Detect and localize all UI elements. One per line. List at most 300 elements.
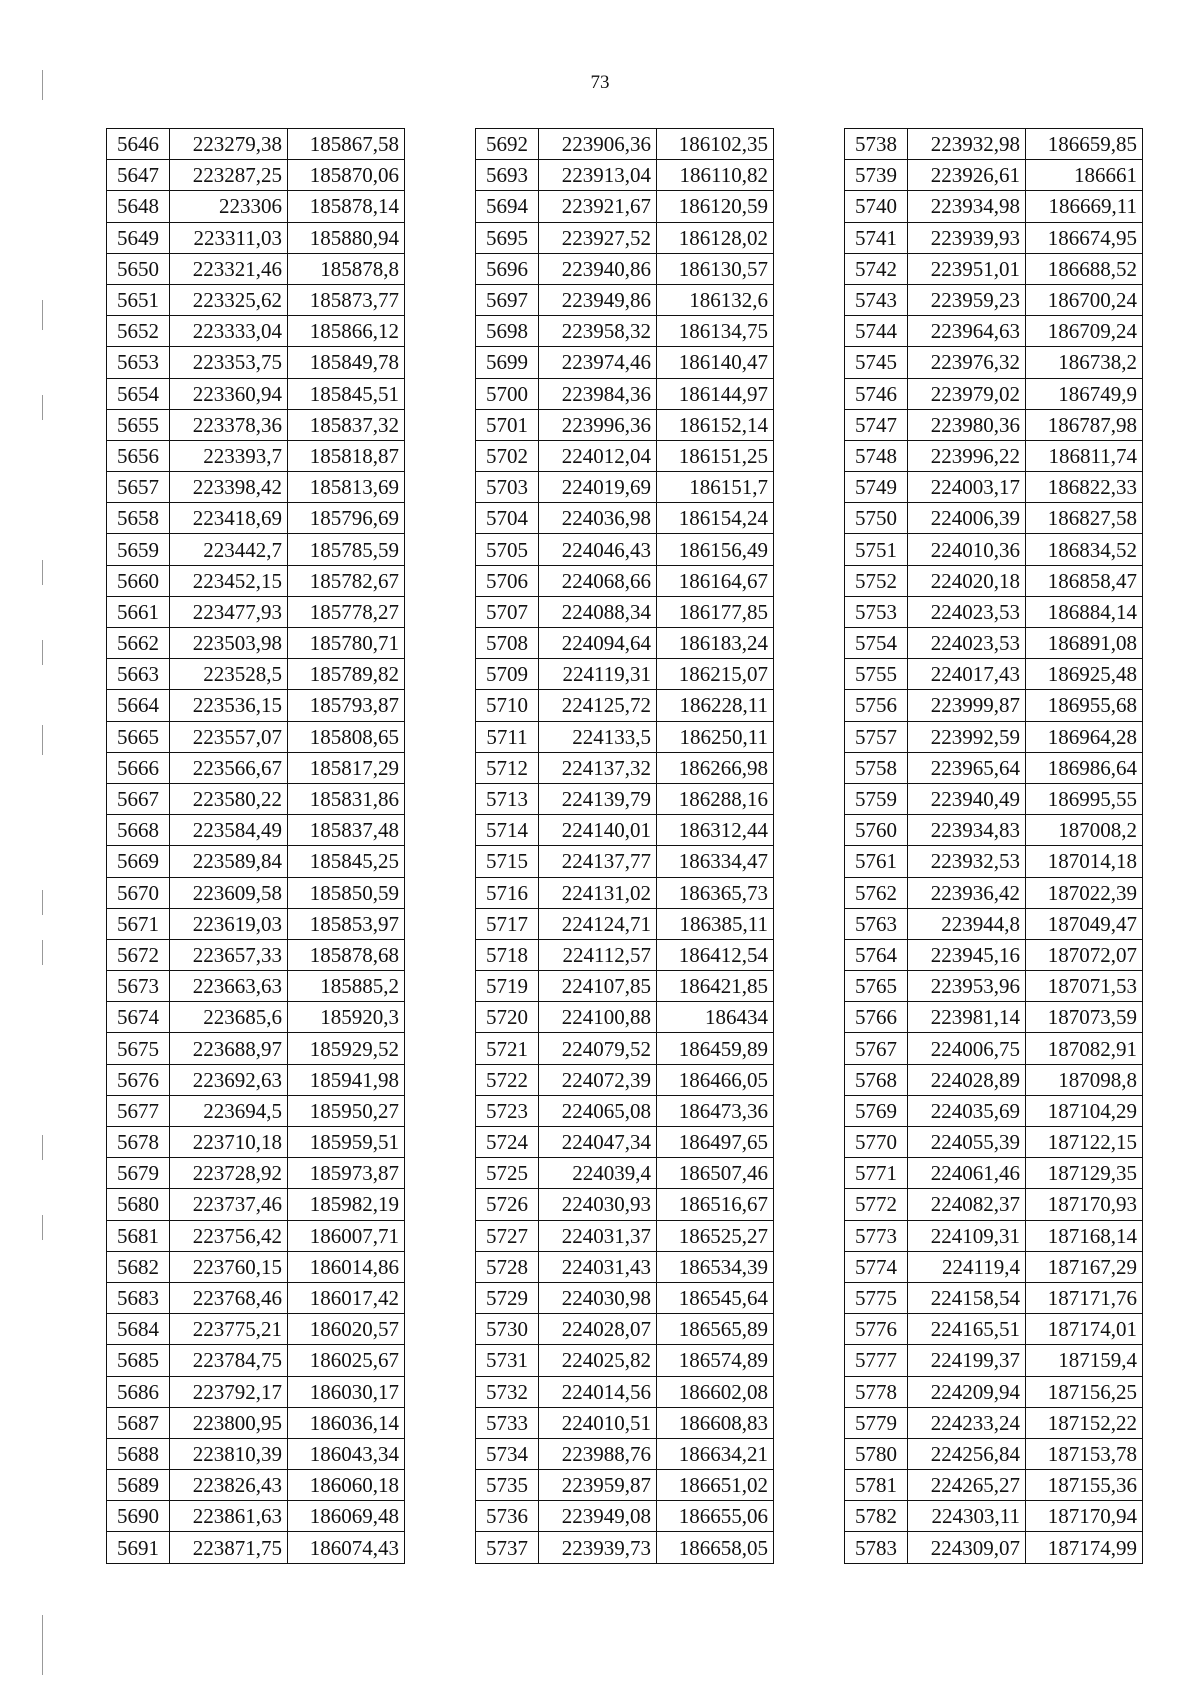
point-number-cell: 5711 <box>476 721 539 752</box>
table-row <box>107 1470 405 1501</box>
y-coordinate-cell: 185973,87 <box>288 1158 405 1189</box>
table-row <box>107 1033 405 1064</box>
y-coordinate-cell: 185818,87 <box>288 440 405 471</box>
table-row <box>476 316 774 347</box>
y-coordinate-cell: 186036,14 <box>288 1407 405 1438</box>
y-coordinate-cell: 185796,69 <box>288 503 405 534</box>
point-number-cell: 5730 <box>476 1314 539 1345</box>
x-coordinate-cell: 223768,46 <box>170 1282 288 1313</box>
table-row <box>476 253 774 284</box>
point-number-cell: 5659 <box>107 534 170 565</box>
table-row <box>476 472 774 503</box>
point-number-cell: 5753 <box>845 596 908 627</box>
point-number-cell: 5756 <box>845 690 908 721</box>
table-row <box>845 347 1143 378</box>
point-number-cell: 5664 <box>107 690 170 721</box>
table-row <box>845 1345 1143 1376</box>
table-row <box>845 1095 1143 1126</box>
x-coordinate-cell: 224036,98 <box>539 503 657 534</box>
point-number-cell: 5731 <box>476 1345 539 1376</box>
x-coordinate-cell: 224031,37 <box>539 1220 657 1251</box>
point-number-cell: 5729 <box>476 1282 539 1313</box>
table-row <box>476 347 774 378</box>
margin-mark <box>42 1215 43 1240</box>
y-coordinate-cell: 185870,06 <box>288 160 405 191</box>
y-coordinate-cell: 187156,25 <box>1026 1376 1143 1407</box>
margin-mark <box>42 1135 43 1160</box>
y-coordinate-cell: 186144,97 <box>657 378 774 409</box>
y-coordinate-cell: 187153,78 <box>1026 1438 1143 1469</box>
point-number-cell: 5745 <box>845 347 908 378</box>
x-coordinate-cell: 224023,53 <box>908 628 1026 659</box>
table-row <box>476 877 774 908</box>
x-coordinate-cell: 224006,75 <box>908 1033 1026 1064</box>
point-number-cell: 5676 <box>107 1064 170 1095</box>
table-row <box>107 472 405 503</box>
y-coordinate-cell: 186228,11 <box>657 690 774 721</box>
point-number-cell: 5679 <box>107 1158 170 1189</box>
x-coordinate-cell: 223694,5 <box>170 1095 288 1126</box>
x-coordinate-cell: 224046,43 <box>539 534 657 565</box>
point-number-cell: 5669 <box>107 846 170 877</box>
y-coordinate-cell: 187155,36 <box>1026 1470 1143 1501</box>
margin-mark <box>42 890 43 915</box>
x-coordinate-cell: 223992,59 <box>908 721 1026 752</box>
y-coordinate-cell: 187170,93 <box>1026 1189 1143 1220</box>
point-number-cell: 5742 <box>845 253 908 284</box>
table-row <box>845 752 1143 783</box>
x-coordinate-cell: 223958,32 <box>539 316 657 347</box>
x-coordinate-cell: 223477,93 <box>170 596 288 627</box>
x-coordinate-cell: 223999,87 <box>908 690 1026 721</box>
point-number-cell: 5780 <box>845 1438 908 1469</box>
y-coordinate-cell: 186884,14 <box>1026 596 1143 627</box>
y-coordinate-cell: 185959,51 <box>288 1127 405 1158</box>
point-number-cell: 5722 <box>476 1064 539 1095</box>
table-row <box>845 565 1143 596</box>
y-coordinate-cell: 187071,53 <box>1026 971 1143 1002</box>
table-row <box>107 409 405 440</box>
y-coordinate-cell: 187073,59 <box>1026 1002 1143 1033</box>
point-number-cell: 5765 <box>845 971 908 1002</box>
point-number-cell: 5660 <box>107 565 170 596</box>
x-coordinate-cell: 223965,64 <box>908 752 1026 783</box>
point-number-cell: 5741 <box>845 222 908 253</box>
point-number-cell: 5733 <box>476 1407 539 1438</box>
y-coordinate-cell: 185929,52 <box>288 1033 405 1064</box>
table-row <box>107 596 405 627</box>
x-coordinate-cell: 224140,01 <box>539 815 657 846</box>
y-coordinate-cell: 186827,58 <box>1026 503 1143 534</box>
table-row <box>845 440 1143 471</box>
point-number-cell: 5655 <box>107 409 170 440</box>
table-row <box>476 503 774 534</box>
table-row <box>845 503 1143 534</box>
table-row <box>845 1532 1143 1563</box>
margin-mark <box>42 1615 43 1675</box>
point-number-cell: 5737 <box>476 1532 539 1563</box>
y-coordinate-cell: 186120,59 <box>657 191 774 222</box>
x-coordinate-cell: 223685,6 <box>170 1002 288 1033</box>
y-coordinate-cell: 185873,77 <box>288 284 405 315</box>
table-row <box>107 846 405 877</box>
x-coordinate-cell: 224165,51 <box>908 1314 1026 1345</box>
table-row <box>476 440 774 471</box>
point-number-cell: 5715 <box>476 846 539 877</box>
y-coordinate-cell: 186659,85 <box>1026 129 1143 160</box>
table-row <box>107 503 405 534</box>
table-row <box>107 160 405 191</box>
x-coordinate-cell: 224131,02 <box>539 877 657 908</box>
table-row <box>107 628 405 659</box>
point-number-cell: 5701 <box>476 409 539 440</box>
x-coordinate-cell: 223306 <box>170 191 288 222</box>
point-number-cell: 5749 <box>845 472 908 503</box>
y-coordinate-cell: 187167,29 <box>1026 1251 1143 1282</box>
table-row <box>476 1314 774 1345</box>
y-coordinate-cell: 187174,99 <box>1026 1532 1143 1563</box>
y-coordinate-cell: 185866,12 <box>288 316 405 347</box>
y-coordinate-cell: 186152,14 <box>657 409 774 440</box>
point-number-cell: 5718 <box>476 939 539 970</box>
table-row <box>845 378 1143 409</box>
coordinate-table-1 <box>106 128 405 1564</box>
y-coordinate-cell: 185850,59 <box>288 877 405 908</box>
y-coordinate-cell: 186822,33 <box>1026 472 1143 503</box>
table-row <box>845 253 1143 284</box>
y-coordinate-cell: 186154,24 <box>657 503 774 534</box>
x-coordinate-cell: 224006,39 <box>908 503 1026 534</box>
point-number-cell: 5778 <box>845 1376 908 1407</box>
y-coordinate-cell: 186421,85 <box>657 971 774 1002</box>
x-coordinate-cell: 224309,07 <box>908 1532 1026 1563</box>
point-number-cell: 5739 <box>845 160 908 191</box>
y-coordinate-cell: 186700,24 <box>1026 284 1143 315</box>
x-coordinate-cell: 224119,4 <box>908 1251 1026 1282</box>
x-coordinate-cell: 224028,89 <box>908 1064 1026 1095</box>
margin-mark <box>42 640 43 665</box>
y-coordinate-cell: 186128,02 <box>657 222 774 253</box>
table-row <box>476 1220 774 1251</box>
y-coordinate-cell: 186787,98 <box>1026 409 1143 440</box>
table-row <box>845 971 1143 1002</box>
table-row <box>107 721 405 752</box>
table-row <box>107 1127 405 1158</box>
point-number-cell: 5717 <box>476 908 539 939</box>
table-row <box>107 1532 405 1563</box>
y-coordinate-cell: 187174,01 <box>1026 1314 1143 1345</box>
y-coordinate-cell: 186661 <box>1026 160 1143 191</box>
y-coordinate-cell: 186156,49 <box>657 534 774 565</box>
y-coordinate-cell: 185778,27 <box>288 596 405 627</box>
y-coordinate-cell: 186434 <box>657 1002 774 1033</box>
x-coordinate-cell: 224107,85 <box>539 971 657 1002</box>
x-coordinate-cell: 223927,52 <box>539 222 657 253</box>
x-coordinate-cell: 224125,72 <box>539 690 657 721</box>
y-coordinate-cell: 185793,87 <box>288 690 405 721</box>
point-number-cell: 5744 <box>845 316 908 347</box>
table-row <box>476 1158 774 1189</box>
table-row <box>107 659 405 690</box>
y-coordinate-cell: 186709,24 <box>1026 316 1143 347</box>
x-coordinate-cell: 224094,64 <box>539 628 657 659</box>
y-coordinate-cell: 187152,22 <box>1026 1407 1143 1438</box>
point-number-cell: 5766 <box>845 1002 908 1033</box>
x-coordinate-cell: 224030,93 <box>539 1189 657 1220</box>
table-row <box>845 160 1143 191</box>
x-coordinate-cell: 224112,57 <box>539 939 657 970</box>
table-row <box>476 1501 774 1532</box>
table-row <box>845 409 1143 440</box>
point-number-cell: 5687 <box>107 1407 170 1438</box>
point-number-cell: 5783 <box>845 1532 908 1563</box>
table-row <box>107 908 405 939</box>
point-number-cell: 5665 <box>107 721 170 752</box>
point-number-cell: 5736 <box>476 1501 539 1532</box>
table-row <box>476 752 774 783</box>
point-number-cell: 5724 <box>476 1127 539 1158</box>
coordinate-table-2 <box>475 128 774 1564</box>
point-number-cell: 5646 <box>107 129 170 160</box>
x-coordinate-cell: 223393,7 <box>170 440 288 471</box>
x-coordinate-cell: 223398,42 <box>170 472 288 503</box>
y-coordinate-cell: 186669,11 <box>1026 191 1143 222</box>
x-coordinate-cell: 223934,98 <box>908 191 1026 222</box>
y-coordinate-cell: 185982,19 <box>288 1189 405 1220</box>
x-coordinate-cell: 224068,66 <box>539 565 657 596</box>
point-number-cell: 5697 <box>476 284 539 315</box>
x-coordinate-cell: 223951,01 <box>908 253 1026 284</box>
x-coordinate-cell: 223932,53 <box>908 846 1026 877</box>
x-coordinate-cell: 223619,03 <box>170 908 288 939</box>
table-row <box>845 1033 1143 1064</box>
x-coordinate-cell: 223949,86 <box>539 284 657 315</box>
x-coordinate-cell: 223418,69 <box>170 503 288 534</box>
table-row <box>476 1438 774 1469</box>
y-coordinate-cell: 186466,05 <box>657 1064 774 1095</box>
table-row <box>107 378 405 409</box>
table-row <box>476 939 774 970</box>
x-coordinate-cell: 224133,5 <box>539 721 657 752</box>
x-coordinate-cell: 223536,15 <box>170 690 288 721</box>
point-number-cell: 5703 <box>476 472 539 503</box>
table-row <box>845 596 1143 627</box>
x-coordinate-cell: 224025,82 <box>539 1345 657 1376</box>
y-coordinate-cell: 186151,25 <box>657 440 774 471</box>
table-row <box>476 1251 774 1282</box>
table-row <box>107 877 405 908</box>
x-coordinate-cell: 224010,51 <box>539 1407 657 1438</box>
x-coordinate-cell: 224124,71 <box>539 908 657 939</box>
y-coordinate-cell: 185845,51 <box>288 378 405 409</box>
x-coordinate-cell: 224061,46 <box>908 1158 1026 1189</box>
x-coordinate-cell: 224158,54 <box>908 1282 1026 1313</box>
x-coordinate-cell: 223959,23 <box>908 284 1026 315</box>
x-coordinate-cell: 223861,63 <box>170 1501 288 1532</box>
y-coordinate-cell: 185813,69 <box>288 472 405 503</box>
y-coordinate-cell: 186151,7 <box>657 472 774 503</box>
y-coordinate-cell: 185789,82 <box>288 659 405 690</box>
y-coordinate-cell: 186955,68 <box>1026 690 1143 721</box>
point-number-cell: 5728 <box>476 1251 539 1282</box>
point-number-cell: 5761 <box>845 846 908 877</box>
table-row <box>845 659 1143 690</box>
table-row <box>107 1251 405 1282</box>
table-row <box>845 129 1143 160</box>
point-number-cell: 5759 <box>845 783 908 814</box>
y-coordinate-cell: 186130,57 <box>657 253 774 284</box>
point-number-cell: 5657 <box>107 472 170 503</box>
y-coordinate-cell: 186738,2 <box>1026 347 1143 378</box>
table-row <box>107 690 405 721</box>
x-coordinate-cell: 224012,04 <box>539 440 657 471</box>
y-coordinate-cell: 186858,47 <box>1026 565 1143 596</box>
y-coordinate-cell: 186651,02 <box>657 1470 774 1501</box>
y-coordinate-cell: 187082,91 <box>1026 1033 1143 1064</box>
point-number-cell: 5757 <box>845 721 908 752</box>
x-coordinate-cell: 224256,84 <box>908 1438 1026 1469</box>
y-coordinate-cell: 186025,67 <box>288 1345 405 1376</box>
table-row <box>107 316 405 347</box>
table-row <box>845 939 1143 970</box>
y-coordinate-cell: 186459,89 <box>657 1033 774 1064</box>
point-number-cell: 5690 <box>107 1501 170 1532</box>
y-coordinate-cell: 185831,86 <box>288 783 405 814</box>
point-number-cell: 5651 <box>107 284 170 315</box>
x-coordinate-cell: 223871,75 <box>170 1532 288 1563</box>
y-coordinate-cell: 185885,2 <box>288 971 405 1002</box>
y-coordinate-cell: 186164,67 <box>657 565 774 596</box>
point-number-cell: 5662 <box>107 628 170 659</box>
table-row <box>476 815 774 846</box>
x-coordinate-cell: 223609,58 <box>170 877 288 908</box>
table-row <box>107 191 405 222</box>
y-coordinate-cell: 186060,18 <box>288 1470 405 1501</box>
table-row <box>107 1314 405 1345</box>
point-number-cell: 5764 <box>845 939 908 970</box>
y-coordinate-cell: 186288,16 <box>657 783 774 814</box>
point-number-cell: 5674 <box>107 1002 170 1033</box>
point-number-cell: 5667 <box>107 783 170 814</box>
point-number-cell: 5748 <box>845 440 908 471</box>
point-number-cell: 5652 <box>107 316 170 347</box>
y-coordinate-cell: 187104,29 <box>1026 1095 1143 1126</box>
x-coordinate-cell: 223976,32 <box>908 347 1026 378</box>
point-number-cell: 5692 <box>476 129 539 160</box>
table-row <box>476 971 774 1002</box>
y-coordinate-cell: 187159,4 <box>1026 1345 1143 1376</box>
x-coordinate-cell: 223939,73 <box>539 1532 657 1563</box>
point-number-cell: 5767 <box>845 1033 908 1064</box>
table-row <box>107 1407 405 1438</box>
table-row <box>845 628 1143 659</box>
table-row <box>476 1282 774 1313</box>
table-row <box>845 908 1143 939</box>
point-number-cell: 5675 <box>107 1033 170 1064</box>
point-number-cell: 5673 <box>107 971 170 1002</box>
y-coordinate-cell: 186473,36 <box>657 1095 774 1126</box>
table-row <box>476 378 774 409</box>
table-row <box>107 565 405 596</box>
x-coordinate-cell: 223996,36 <box>539 409 657 440</box>
x-coordinate-cell: 223528,5 <box>170 659 288 690</box>
y-coordinate-cell: 187171,76 <box>1026 1282 1143 1313</box>
point-number-cell: 5723 <box>476 1095 539 1126</box>
x-coordinate-cell: 224303,11 <box>908 1501 1026 1532</box>
table-row <box>476 1345 774 1376</box>
y-coordinate-cell: 186069,48 <box>288 1501 405 1532</box>
x-coordinate-cell: 223913,04 <box>539 160 657 191</box>
x-coordinate-cell: 224109,31 <box>908 1220 1026 1251</box>
x-coordinate-cell: 224088,34 <box>539 596 657 627</box>
x-coordinate-cell: 224137,77 <box>539 846 657 877</box>
point-number-cell: 5707 <box>476 596 539 627</box>
table-row <box>107 1438 405 1469</box>
x-coordinate-cell: 223979,02 <box>908 378 1026 409</box>
table-row <box>845 1189 1143 1220</box>
table-row <box>476 783 774 814</box>
x-coordinate-cell: 224017,43 <box>908 659 1026 690</box>
coordinate-table-3 <box>844 128 1143 1564</box>
x-coordinate-cell: 223737,46 <box>170 1189 288 1220</box>
y-coordinate-cell: 187072,07 <box>1026 939 1143 970</box>
y-coordinate-cell: 186134,75 <box>657 316 774 347</box>
x-coordinate-cell: 223452,15 <box>170 565 288 596</box>
point-number-cell: 5781 <box>845 1470 908 1501</box>
point-number-cell: 5774 <box>845 1251 908 1282</box>
table-row <box>845 1438 1143 1469</box>
x-coordinate-cell: 223353,75 <box>170 347 288 378</box>
point-number-cell: 5760 <box>845 815 908 846</box>
point-number-cell: 5647 <box>107 160 170 191</box>
x-coordinate-cell: 223906,36 <box>539 129 657 160</box>
point-number-cell: 5734 <box>476 1438 539 1469</box>
x-coordinate-cell: 223936,42 <box>908 877 1026 908</box>
point-number-cell: 5727 <box>476 1220 539 1251</box>
table-row <box>845 1158 1143 1189</box>
table-row <box>107 1064 405 1095</box>
table-row <box>107 783 405 814</box>
y-coordinate-cell: 186634,21 <box>657 1438 774 1469</box>
y-coordinate-cell: 186365,73 <box>657 877 774 908</box>
point-number-cell: 5708 <box>476 628 539 659</box>
y-coordinate-cell: 186412,54 <box>657 939 774 970</box>
y-coordinate-cell: 186497,65 <box>657 1127 774 1158</box>
point-number-cell: 5750 <box>845 503 908 534</box>
point-number-cell: 5725 <box>476 1158 539 1189</box>
point-number-cell: 5686 <box>107 1376 170 1407</box>
y-coordinate-cell: 186312,44 <box>657 815 774 846</box>
y-coordinate-cell: 185878,8 <box>288 253 405 284</box>
table-row <box>845 846 1143 877</box>
x-coordinate-cell: 224072,39 <box>539 1064 657 1095</box>
point-number-cell: 5746 <box>845 378 908 409</box>
point-number-cell: 5779 <box>845 1407 908 1438</box>
y-coordinate-cell: 185837,48 <box>288 815 405 846</box>
point-number-cell: 5735 <box>476 1470 539 1501</box>
y-coordinate-cell: 186964,28 <box>1026 721 1143 752</box>
y-coordinate-cell: 186545,64 <box>657 1282 774 1313</box>
table-row <box>476 1189 774 1220</box>
point-number-cell: 5770 <box>845 1127 908 1158</box>
y-coordinate-cell: 187129,35 <box>1026 1158 1143 1189</box>
y-coordinate-cell: 187122,15 <box>1026 1127 1143 1158</box>
y-coordinate-cell: 187014,18 <box>1026 846 1143 877</box>
x-coordinate-cell: 223826,43 <box>170 1470 288 1501</box>
table-row <box>845 316 1143 347</box>
y-coordinate-cell: 186658,05 <box>657 1532 774 1563</box>
y-coordinate-cell: 186020,57 <box>288 1314 405 1345</box>
